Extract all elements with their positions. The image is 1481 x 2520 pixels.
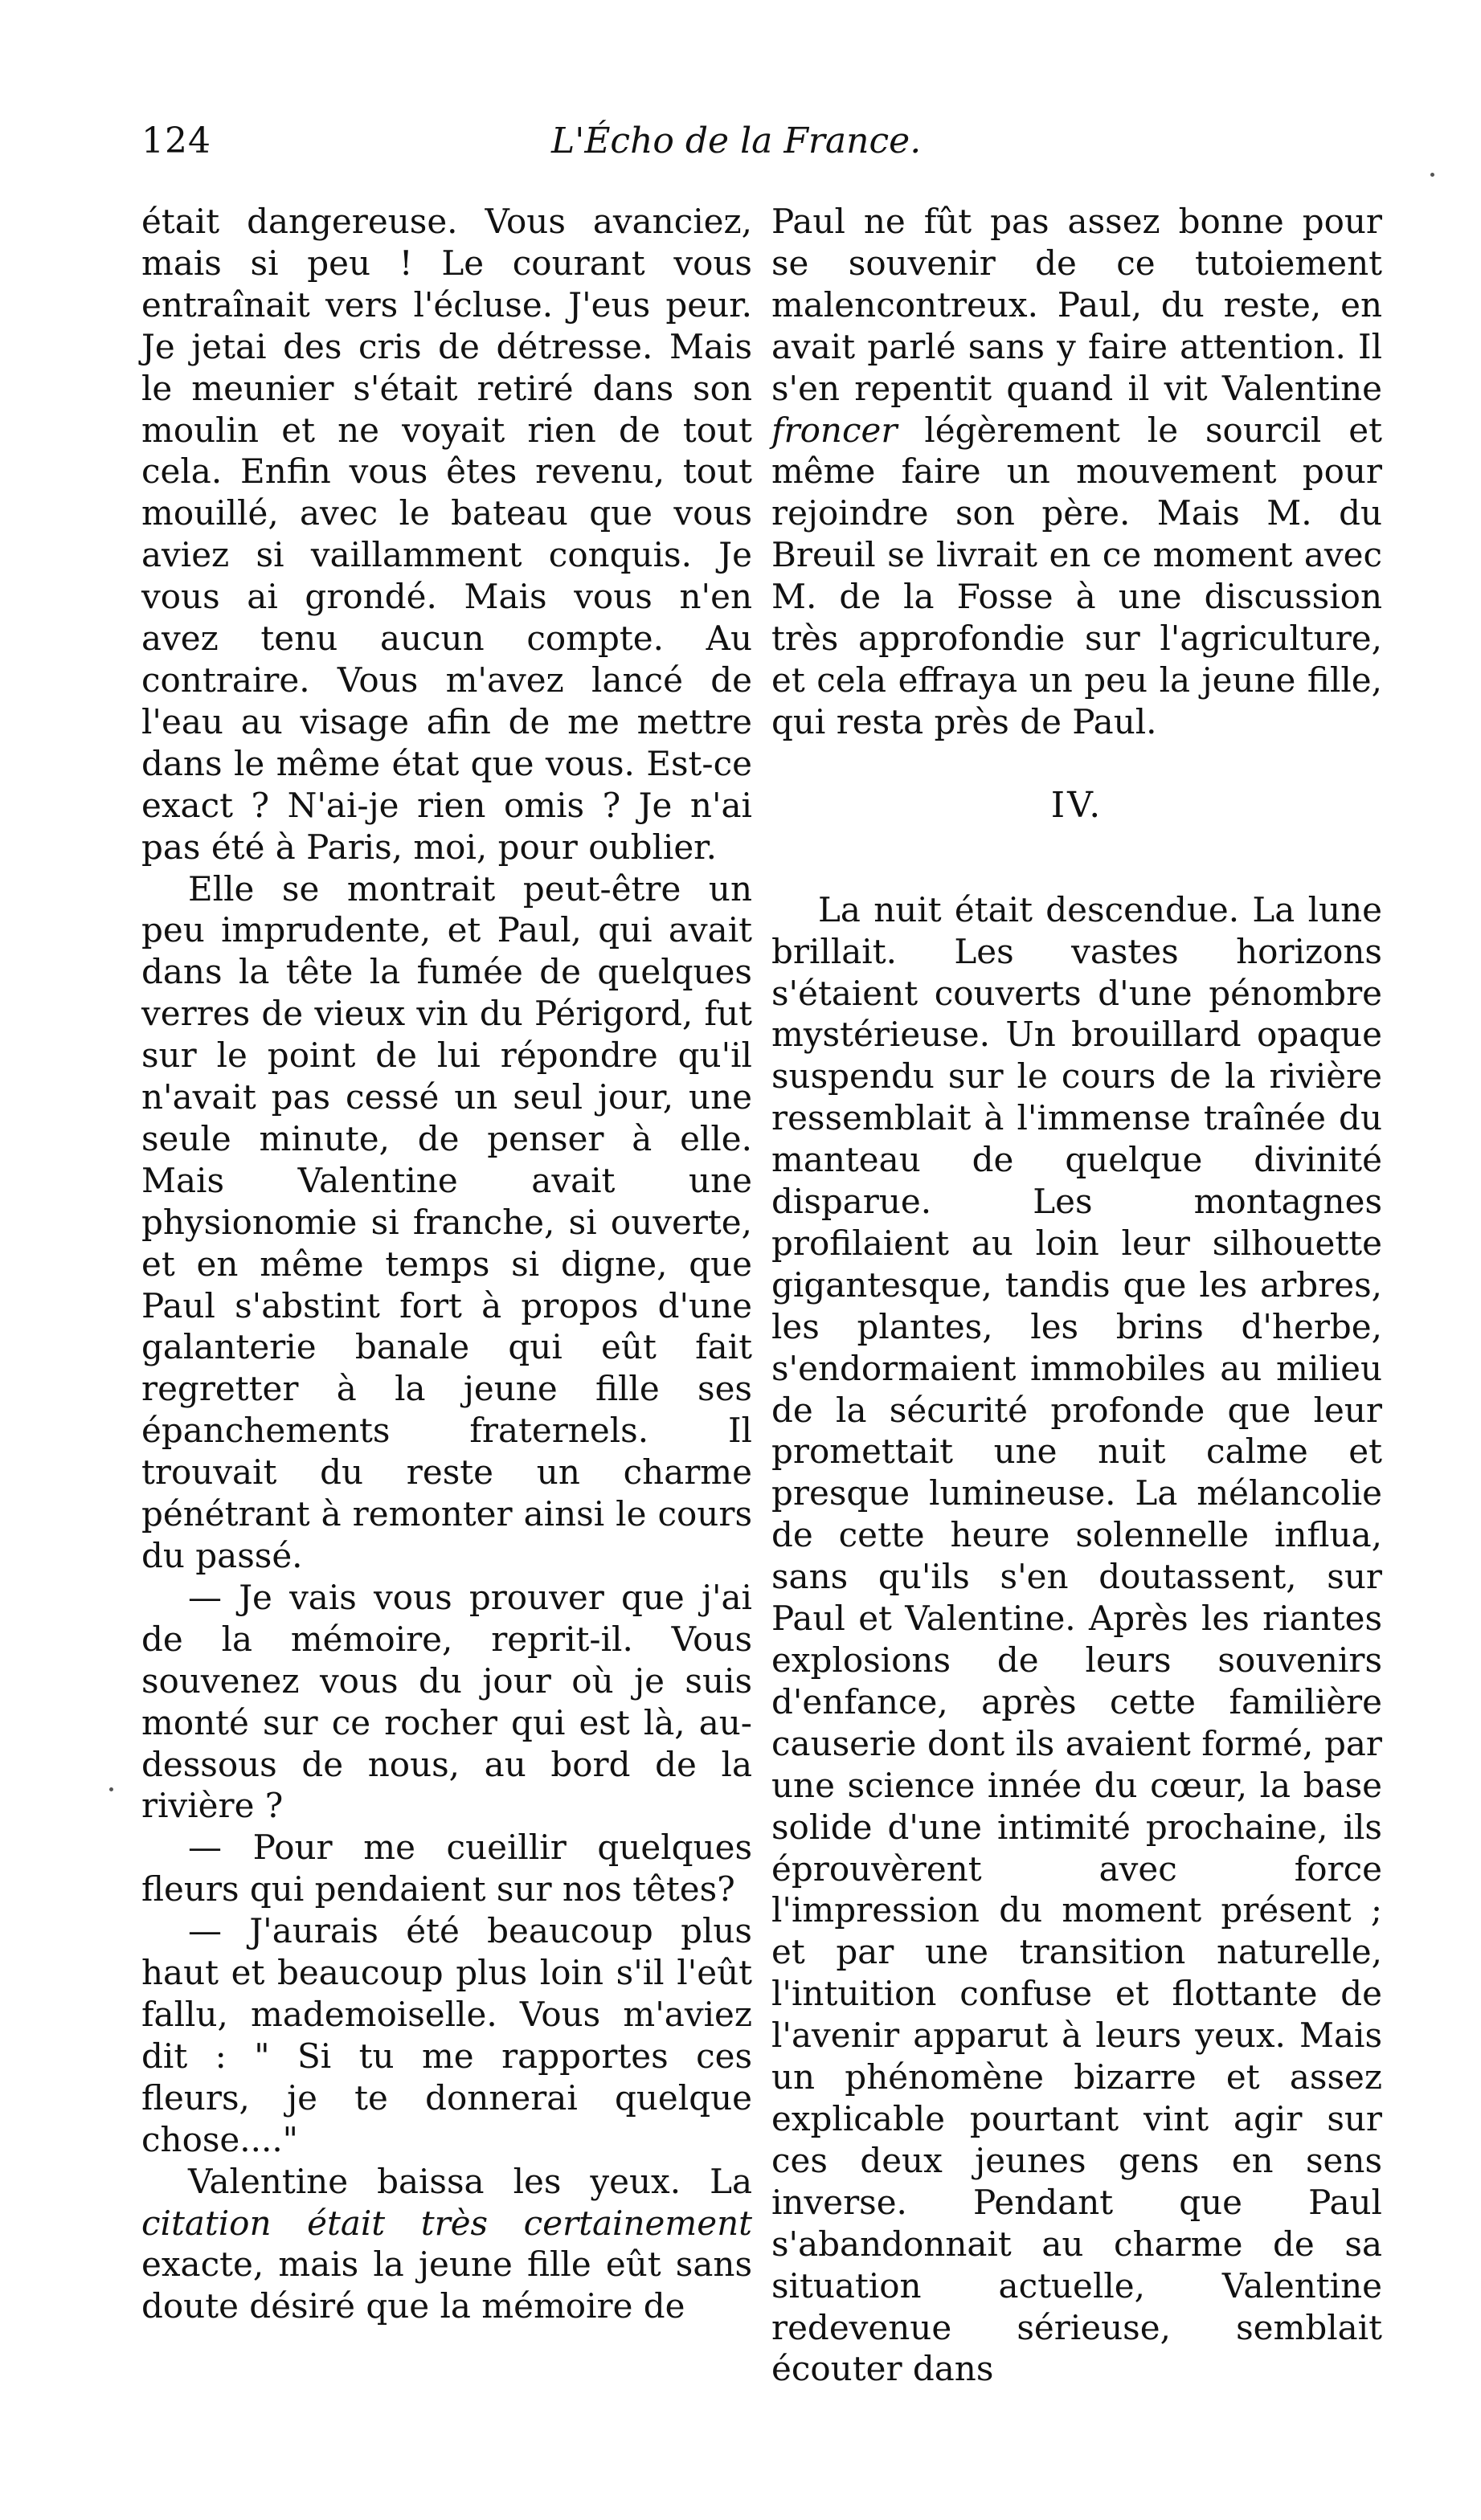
italic-text: citation était très certainement (141, 2203, 752, 2243)
italic-text: froncer (771, 410, 898, 450)
margin-speck (1430, 173, 1434, 177)
paragraph (141, 2161, 752, 2328)
paragraph-text: Paul ne fût pas assez bonne pour se souvenir de ce tutoiement malencontreux. Paul, du reste, en avait parlé sans y faire attention. Il s'en repentit quand il vit Valentine (771, 202, 1382, 408)
paragraph: Elle se montrait peut-être un peu imprudente, et Paul, qui avait dans la tête la fumée de quelques verres de vieux vin du Périgord, fut sur le point de lui répondre qu'il n'avait pas cessé un seul jour, une seule minute, de penser à elle. Mais Valentine avait une physionomie si franche, si ouverte, et en même temps si digne, que Paul s'abstint fort à propos d'une galanterie banale qui eût fait regretter à la jeune fille ses épanchements fraternels. Il trouvait du reste un charme pénétrant à remonter ainsi le cours du passé. (141, 868, 752, 1575)
paragraph-text: légèrement le sourcil et même faire un mouvement pour rejoindre son père. Mais M. du Breuil se livrait en ce moment avec M. de la Fosse à une discussion très approfondie sur l'agriculture, et cela effraya un peu la jeune fille, qui resta près de Paul. (771, 410, 1382, 741)
dialogue-line: — Pour me cueillir quelques fleurs qui pendaient sur nos têtes? (141, 1828, 752, 1909)
dialogue-line: — J'aurais été beaucoup plus haut et beaucoup plus loin s'il l'eût fallu, mademoiselle. Vous m'aviez dit : " Si tu me rapportes ces fleurs, je te donnerai quelque chose...." (141, 1911, 752, 2159)
paragraph-text: exacte, mais la jeune fille eût sans doute désiré que la mémoire de (141, 2244, 752, 2326)
margin-speck (109, 1787, 113, 1791)
page-header (141, 120, 1395, 177)
paragraph-continued (771, 201, 1382, 743)
dialogue-line: — Je vais vous prouver que j'ai de la mémoire, reprit-il. Vous souvenez vous du jour où je suis monté sur ce rocher qui est là, au-dessous de nous, au bord de la rivière ? (141, 1577, 752, 1826)
right-column (771, 201, 1382, 2390)
paragraph: La nuit était descendue. La lune brillait. Les vastes horizons s'étaient couverts d'une pénombre mystérieuse. Un brouillard opaque suspendu sur le cours de la rivière ressemblait à l'immense traînée du manteau de quelque divinité disparue. Les montagnes profilaient au loin leur silhouette gigantesque, tandis que les arbres, les plantes, les brins d'herbe, s'endormaient immobiles au milieu de la sécurité profonde que leur promettait une nuit calme et presque lumineuse. La mélancolie de cette heure solennelle influa, sans qu'ils s'en doutassent, sur Paul et Valentine. Après les riantes explosions de leurs souvenirs d'enfance, après cette familière causerie dont ils avaient formé, par une science innée du cœur, la base solide d'une intimité prochaine, ils éprouvèrent avec force l'impression du moment présent ; et par une transition naturelle, l'intuition confuse et flottante de l'avenir apparut à leurs yeux. Mais un phénomène bizarre et assez explicable pourtant vint agir sur ces deux jeunes gens en sens inverse. Pendant que Paul s'abandonnait au charme de sa situation actuelle, Valentine redevenue sérieuse, semblait écouter dans (771, 889, 1382, 2389)
left-column (141, 201, 752, 2327)
running-title: L'Écho de la France. (551, 120, 922, 161)
section-heading: IV. (1050, 784, 1103, 826)
paragraph-continued: était dangereuse. Vous avanciez, mais si peu ! Le courant vous entraînait vers l'écluse. J'eus peur. Je jetai des cris de détresse. Mais le meunier s'était retiré dans son moulin et ne voyait rien de tout cela. Enfin vous êtes revenu, tout mouillé, avec le bateau que vous aviez si vaillamment conquis. Je vous ai grondé. Mais vous n'en avez tenu aucun compte. Au contraire. Vous m'avez lancé de l'eau au visage afin de me mettre dans le même état que vous. Est-ce exact ? N'ai-je rien omis ? Je n'ai pas été à Paris, moi, pour oublier. (141, 202, 752, 867)
paragraph-text: Valentine baissa les yeux. La (188, 2161, 752, 2201)
page-number: 124 (141, 120, 211, 161)
